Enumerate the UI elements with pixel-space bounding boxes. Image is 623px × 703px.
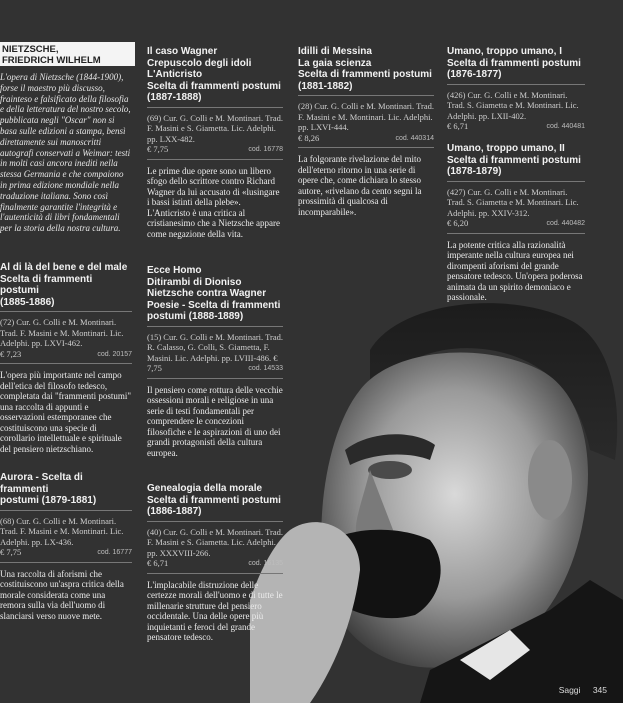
- entry-genealogia: [147, 483, 283, 643]
- page-footer: [549, 685, 607, 695]
- entry-code: cod. 440482: [546, 220, 585, 227]
- entry-info: (40) Cur. G. Colli e M. Montinari. Trad. F. Masini e S. Giametta. Lic. Adelphi. pp. XXXVIII-266. € 6,71 cod. 16135: [147, 521, 283, 569]
- entry-title: Il caso Wagner Crepuscolo degli idoli L'Anticristo Scelta di frammenti postumi (1887-1888): [147, 46, 281, 103]
- author-title-line1: NIETZSCHE,: [2, 44, 59, 55]
- entry-description: L'opera più importante nel campo dell'etica del filosofo tedesco, completata dai "frammenti postumi" una raccolta di appunti e osservazioni estemporanee che costituiscono una specie di corollario intellettuale e spirituale del pensiero nietzschiano.: [0, 363, 132, 454]
- entry-description: La potente critica alla razionalità imperante nella cultura europea nei dirompenti aforismi del grande pensatore tedesco. Un'opera poderosa animata da un spirito demoniaco e passionale.: [447, 233, 585, 303]
- author-title-box: [0, 42, 135, 66]
- entry-title: Aurora - Scelta di frammenti postumi (1879-1881): [0, 472, 97, 506]
- entry-il-caso-wagner: [147, 46, 283, 239]
- entry-title: Genealogia della morale Scelta di frammenti postumi (1886-1887): [147, 483, 281, 517]
- entry-info: (427) Cur. G. Colli e M. Montinari. Trad. S. Giametta e M. Montinari. Lic. Adelphi. pp. XXIV-312. € 6,20 cod. 440482: [447, 181, 585, 229]
- entry-code: cod. 16777: [97, 549, 132, 556]
- entry-info: (68) Cur. G. Colli e M. Montinari. Trad. F. Masini e M. Montinari. Lic. Adelphi. pp. LX-436. € 7,75 cod. 16777: [0, 510, 132, 558]
- entry-title: Idilli di Messina La gaia scienza Scelta di frammenti postumi (1881-1882): [298, 46, 432, 92]
- entry-description: Il pensiero come rottura delle vecchie ossessioni morali e religiose in una serie di testi fondamentali per comprendere le concezioni filosofiche e le aspirazioni di uno dei grandi protagonisti della cultura europea.: [147, 378, 283, 459]
- intro-text: L'opera di Nietzsche (1844-1900), forse il maestro più discusso, frainteso e falsificato della filosofia e della letteratura del nostro secolo, pubblicata negli "Oscar" non si basa sulle edizioni a stampa, bensì direttamente sui manoscritti autografi conservati a Weimar: testi in molti casi ancora inediti nella stessa Germania e che compaiono in prima edizione mondiale nella traduzione italiana. Sono così finalmente garantite l'integrità e l'autenticità di libri fondamentali per la storia della nostra cultura.: [0, 72, 131, 234]
- entry-ecce-homo: [147, 265, 283, 458]
- entry-code: cod. 440481: [546, 123, 585, 130]
- entry-idilli-di-messina: [298, 46, 434, 217]
- page-number: 345: [592, 685, 607, 695]
- entry-info: (28) Cur. G. Colli e M. Montinari. Trad. F. Masini e M. Montinari. Lic. Adelphi. pp. LXVI-444. € 8,26 cod. 440314: [298, 95, 434, 143]
- section-name: Saggi: [558, 685, 581, 695]
- entry-umano-1: [447, 46, 585, 133]
- entry-description: La folgorante rivelazione del mito dell'eterno ritorno in una serie di opere che, come dichiara lo stesso autore, «rivelano da cento segni la prossimità di qualcosa di incomparabile».: [298, 147, 434, 217]
- entry-info: (426) Cur. G. Colli e M. Montinari. Trad. S. Giametta e M. Montinari. Lic. Adelphi. pp. LXII-402. € 6,71 cod. 440481: [447, 84, 585, 132]
- intro-column: [0, 72, 132, 234]
- entry-description: Una raccolta di aforismi che costituiscono un'aspra critica della morale considerata come una remora sulla via dell'uomo di slanciarsi verso nuove mete.: [0, 562, 132, 622]
- entry-title: Ecce Homo Ditirambi di Dioniso Nietzsche contra Wagner Poesie - Scelta di frammenti postumi (1888-1889): [147, 265, 281, 322]
- entry-info: (69) Cur. G. Colli e M. Montinari. Trad. F. Masini e S. Giametta. Lic. Adelphi. pp. LXX-482. € 7,75 cod. 16778: [147, 107, 283, 155]
- entry-code: cod. 14533: [248, 365, 283, 372]
- entry-code: cod. 16135: [248, 560, 283, 567]
- entry-code: cod. 440314: [395, 134, 434, 142]
- entry-description: L'implacabile distruzione delle certezze morali dell'uomo e di tutte le millenarie strutture del pensiero occidentale. Una delle opere più inquietanti e feroci del grande pensatore tedesco.: [147, 573, 283, 643]
- entry-title: Umano, troppo umano, II Scelta di frammenti postumi (1878-1879): [447, 143, 581, 177]
- entry-title: Umano, troppo umano, I Scelta di frammenti postumi (1876-1877): [447, 46, 581, 80]
- author-title-line2: FRIEDRICH WILHELM: [2, 55, 101, 66]
- entry-description: Le prime due opere sono un libero sfogo dello scrittore contro Richard Wagner da lui accusato di «lusingare i bassi istinti della plebe». L'Anticristo è una critica al cristianesimo che a Nietzsche appare come negazione della vita.: [147, 159, 283, 240]
- entry-info: (72) Cur. G. Colli e M. Montinari. Trad. F. Masini e M. Montinari. Lic. Adelphi. pp. LXVI-462. € 7,23 cod. 20157: [0, 311, 132, 359]
- entry-code: cod. 16778: [248, 146, 283, 153]
- entry-al-di-la: [0, 262, 132, 454]
- nietzsche-portrait-image: [250, 280, 623, 703]
- entry-umano-2: [447, 143, 585, 303]
- entry-code: cod. 20157: [97, 350, 132, 358]
- entry-info: (15) Cur. G. Colli e M. Montinari. Trad. R. Calasso, G. Colli, S. Giametta, F. Masini. Lic. Adelphi. pp. LVIII-486. € 7,75 cod. 14533: [147, 326, 283, 374]
- entry-title: Al di là del bene e del male Scelta di frammenti postumi (1885-1886): [0, 262, 128, 308]
- entry-aurora: [0, 472, 132, 621]
